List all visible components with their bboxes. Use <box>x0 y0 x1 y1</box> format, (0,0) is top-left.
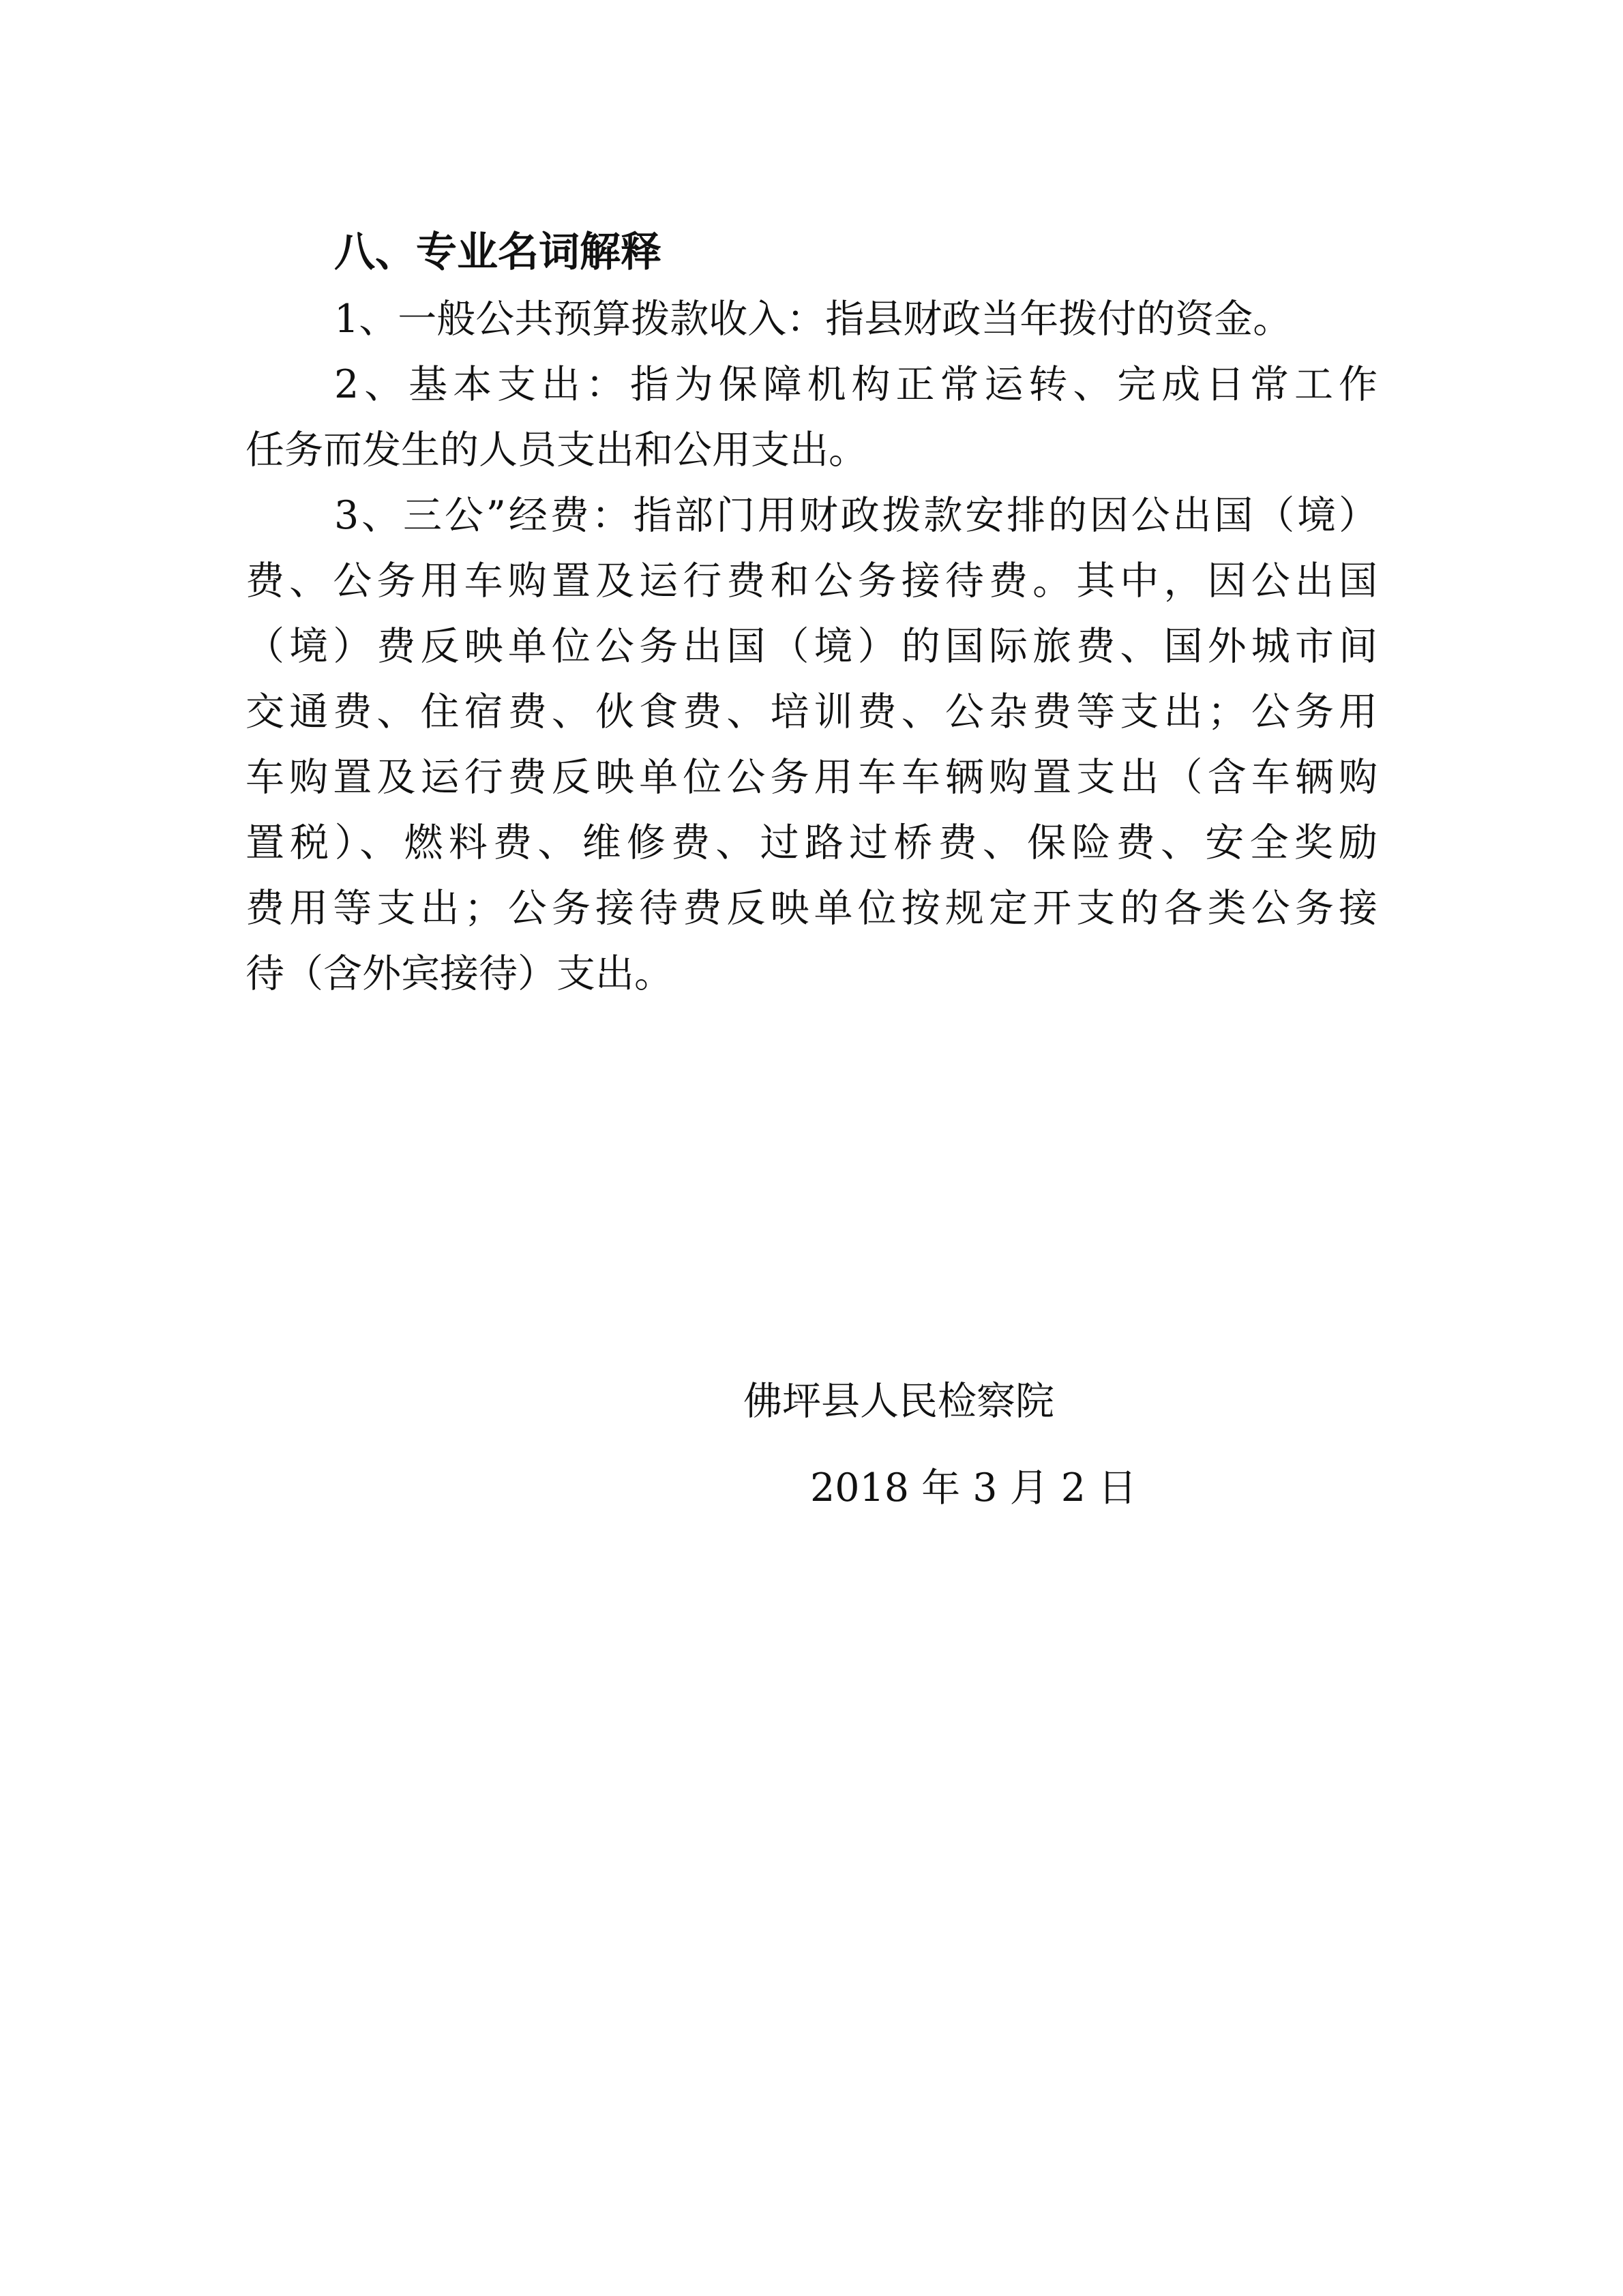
section-heading: 八、专业名词解释 <box>334 228 661 276</box>
document-body <box>245 218 1378 1007</box>
paragraph-line: 2、基本支出：指为保障机构正常运转、完成日常工作 <box>334 362 1378 407</box>
definition-paragraph-3 <box>245 483 1378 1007</box>
paragraph-line: 车购置及运行费反映单位公务用车车辆购置支出（含车辆购 <box>245 755 1378 800</box>
signature-organization: 佛坪县人民检察院 <box>743 1379 1054 1424</box>
paragraph-line: 任务而发生的人员支出和公用支出。 <box>245 428 867 473</box>
paragraph-line: 3、三公”经费：指部门用财政拨款安排的因公出国（境） <box>334 493 1378 538</box>
definition-paragraph-2 <box>245 352 1378 483</box>
paragraph-line: 置税）、燃料费、维修费、过路过桥费、保险费、安全奖励 <box>245 820 1378 865</box>
signature-date: 2018 年 3 月 2 日 <box>810 1465 1137 1510</box>
paragraph-line: 交通费、住宿费、伙食费、培训费、公杂费等支出；公务用 <box>245 689 1378 734</box>
paragraph-line: 1、一般公共预算拨款收入：指县财政当年拨付的资金。 <box>334 297 1292 342</box>
paragraph-line: 费、公务用车购置及运行费和公务接待费。其中，因公出国 <box>245 558 1378 603</box>
paragraph-line: （境）费反映单位公务出国（境）的国际旅费、国外城市间 <box>245 624 1378 669</box>
definition-paragraph-1 <box>245 286 1378 352</box>
paragraph-line: 费用等支出；公务接待费反映单位按规定开支的各类公务接 <box>245 886 1378 931</box>
paragraph-line: 待（含外宾接待）支出。 <box>245 951 673 996</box>
